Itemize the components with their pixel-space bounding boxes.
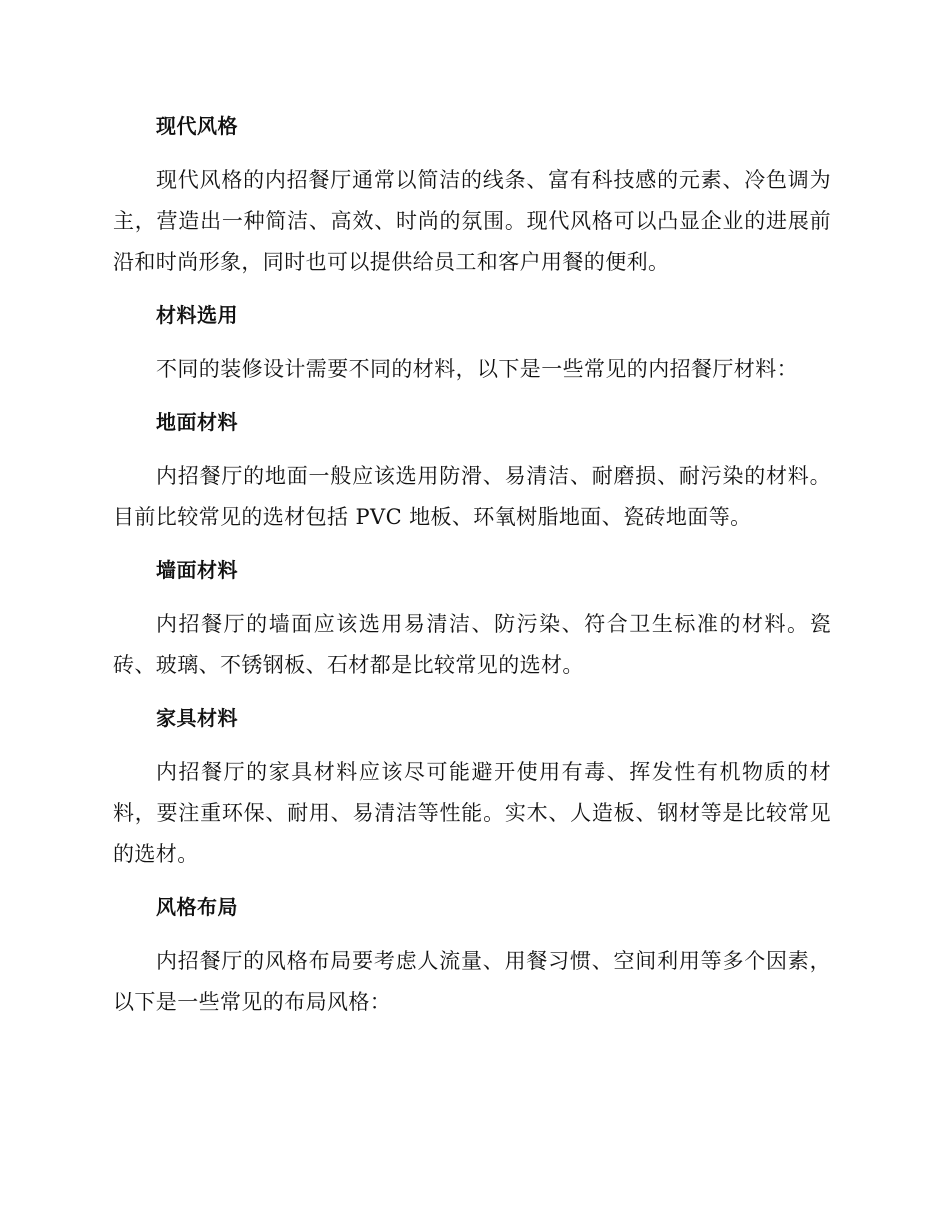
section-paragraph-material-selection: 不同的装修设计需要不同的材料，以下是一些常见的内招餐厅材料： xyxy=(156,357,798,381)
section-heading-modern-style: 现代风格 xyxy=(156,114,238,138)
document-body xyxy=(113,106,831,1035)
section-paragraph-furniture-materials: 内招餐厅的家具材料应该尽可能避开使用有毒、挥发性有机物质的材料，要注重环保、耐用、易清洁等性能。实木、人造板、钢材等是比较常见的选材。 xyxy=(113,760,831,866)
section-paragraph-wall-materials: 内招餐厅的墙面应该选用易清洁、防污染、符合卫生标准的材料。瓷砖、玻璃、不锈钢板、石材都是比较常见的选材。 xyxy=(113,612,831,677)
section-heading-style-layout: 风格布局 xyxy=(156,895,238,919)
section-heading-wall-materials: 墙面材料 xyxy=(156,558,238,582)
section-heading-material-selection: 材料选用 xyxy=(156,303,238,327)
section-heading-furniture-materials: 家具材料 xyxy=(156,706,238,730)
section-paragraph-floor-materials: 内招餐厅的地面一般应该选用防滑、易清洁、耐磨损、耐污染的材料。目前比较常见的选材包括 PVC 地板、环氧树脂地面、瓷砖地面等。 xyxy=(113,464,831,529)
section-paragraph-style-layout: 内招餐厅的风格布局要考虑人流量、用餐习惯、空间利用等多个因素，以下是一些常见的布局风格： xyxy=(113,949,831,1014)
section-paragraph-modern-style: 现代风格的内招餐厅通常以简洁的线条、富有科技感的元素、冷色调为主，营造出一种简洁、高效、时尚的氛围。现代风格可以凸显企业的进展前沿和时尚形象，同时也可以提供给员工和客户用餐的便利。 xyxy=(113,168,831,274)
section-heading-floor-materials: 地面材料 xyxy=(156,410,238,434)
